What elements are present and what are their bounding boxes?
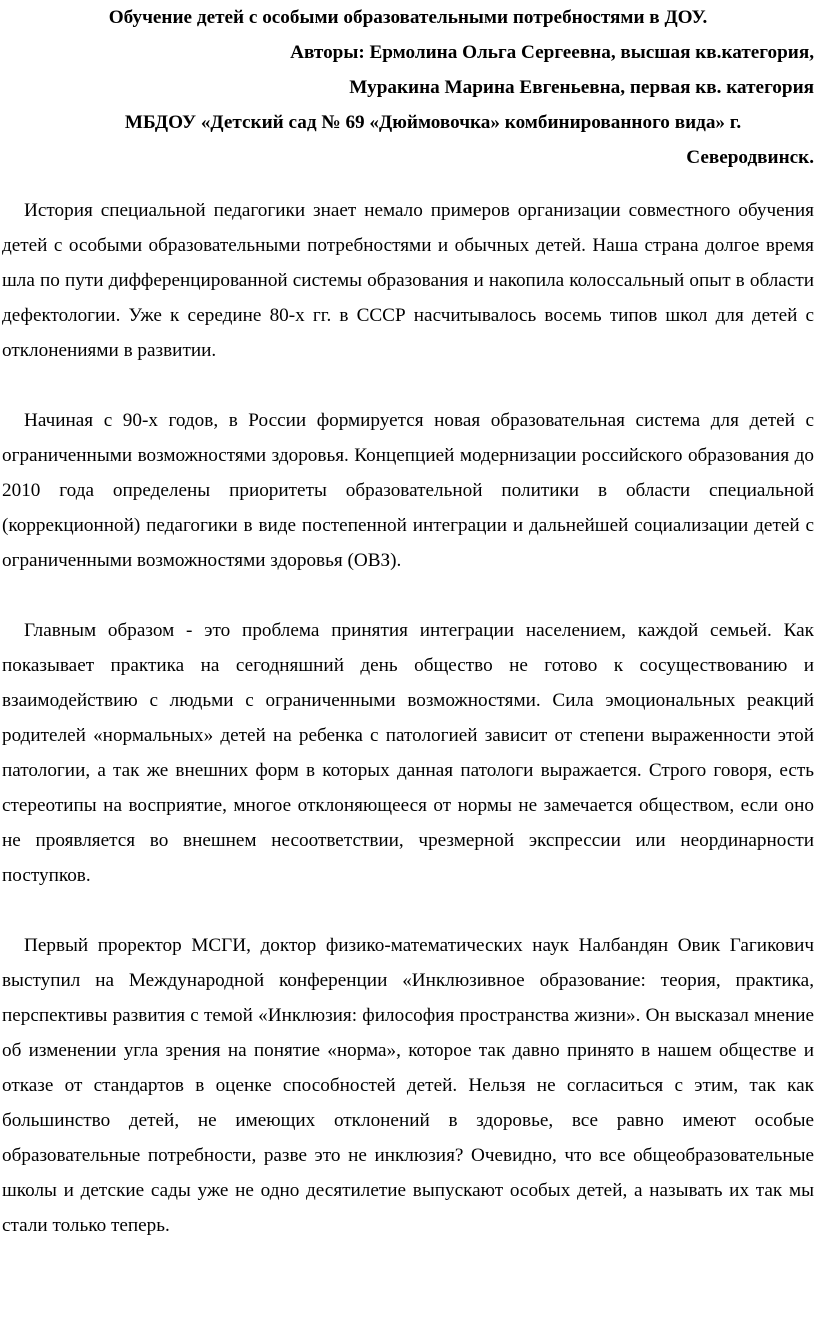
- document-body: [2, 193, 814, 1243]
- paragraph: Первый проректор МСГИ, доктор физико-математических наук Налбандян Овик Гагикович выступил на Международной конференции «Инклюзивное образование: теория, практика, перспективы развития с темой «Инклюзия: философия пространства жизни». Он высказал мнение об изменении угла зрения на понятие «норма», которое так давно принято в нашем обществе и отказе от стандартов в оценке способностей детей. Нельзя не согласиться с этим, так как большинство детей, не имеющих отклонений в здоровье, все равно имеют особые образовательные потребности, разве это не инклюзия? Очевидно, что все общеобразовательные школы и детские сады уже не одно десятилетие выпускают особых детей, а называть их так мы стали только теперь.: [2, 935, 814, 1236]
- document-title: Обучение детей с особыми образовательными потребностями в ДОУ.: [108, 7, 708, 28]
- organization-line-1: МБДОУ «Детский сад № 69 «Дюймовочка» комбинированного вида» г.: [124, 112, 742, 133]
- paragraph: Главным образом - это проблема принятия интеграции населением, каждой семьей. Как показывает практика на сегодняшний день общество не готово к сосуществованию и взаимодействию с людьми с ограниченными возможностями. Сила эмоциональных реакций родителей «нормальных» детей на ребенка с патологией зависит от степени выраженности этой патологии, а так же внешних форм в которых данная патологи выражается. Строго говоря, есть стереотипы на восприятие, многое отклоняющееся от нормы не замечается обществом, если оно не проявляется во внешнем несоответствии, чрезмерной экспрессии или неординарности поступков.: [2, 620, 814, 886]
- paragraph: Начиная с 90-х годов, в России формируется новая образовательная система для детей с ограниченными возможностями здоровья. Концепцией модернизации российского образования до 2010 года определены приоритеты образовательной политики в области специальной (коррекционной) педагогики в виде постепенной интеграции и дальнейшей социализации детей с ограниченными возможностями здоровья (ОВЗ).: [2, 410, 814, 571]
- document-header: [2, 0, 814, 175]
- organization-line-2: Северодвинск.: [686, 147, 814, 168]
- authors-line-2: Муракина Марина Евгеньевна, первая кв. категория: [349, 77, 814, 98]
- paragraph: История специальной педагогики знает немало примеров организации совместного обучения детей с особыми образовательными потребностями и обычных детей. Наша страна долгое время шла по пути дифференцированной системы образования и накопила колоссальный опыт в области дефектологии. Уже к середине 80-х гг. в СССР насчитывалось восемь типов школ для детей с отклонениями в развитии.: [2, 200, 814, 361]
- authors-line-1: Авторы: Ермолина Ольга Сергеевна, высшая кв.категория,: [290, 42, 814, 63]
